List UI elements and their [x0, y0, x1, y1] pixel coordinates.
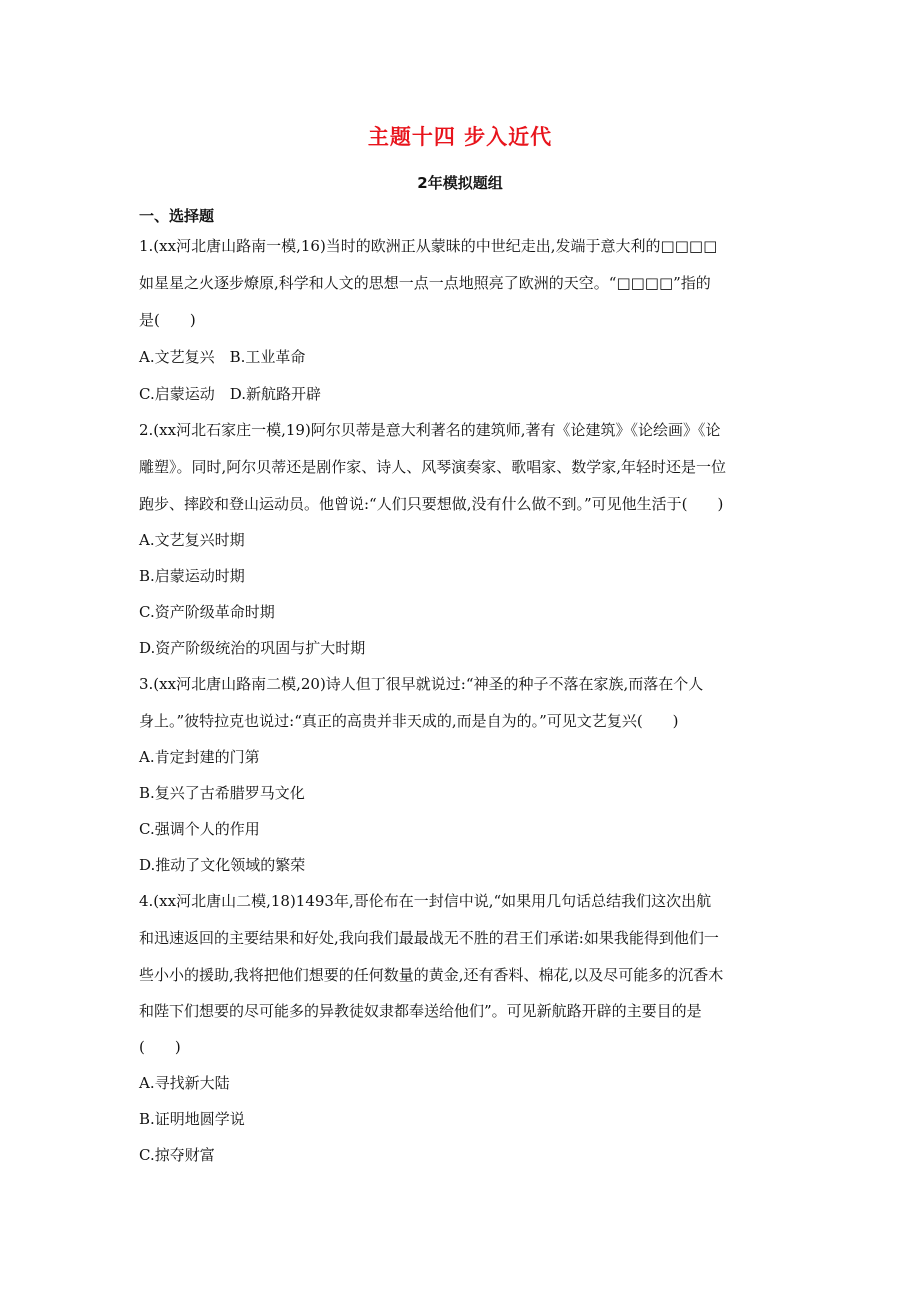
question-3-option-d: D.推动了文化领域的繁荣	[139, 856, 306, 874]
question-3-option-c: C.强调个人的作用	[139, 820, 260, 838]
question-2-line-1: 2.(xx河北石家庄一模,19)阿尔贝蒂是意大利著名的建筑师,著有《论建筑》《论绘画》《论	[139, 421, 721, 439]
question-3-line-1: 3.(xx河北唐山路南二模,20)诗人但丁很早就说过:“神圣的种子不落在家族,而落在个人	[139, 675, 704, 693]
question-1-option-row-1: A.文艺复兴 B.工业革命	[139, 348, 306, 366]
question-4-option-b: B.证明地圆学说	[139, 1110, 245, 1128]
question-4-line-3: 些小小的援助,我将把他们想要的任何数量的黄金,还有香料、棉花,以及尽可能多的沉香木	[139, 966, 724, 984]
question-1-option-row-2: C.启蒙运动 D.新航路开辟	[139, 385, 321, 403]
question-4-line-4: 和陛下们想要的尽可能多的异教徒奴隶都奉送给他们”。可见新航路开辟的主要目的是	[139, 1002, 702, 1020]
question-1-line-1: 1.(xx河北唐山路南一模,16)当时的欧洲正从蒙昧的中世纪走出,发端于意大利的□□□□	[139, 237, 718, 255]
question-4-option-a: A.寻找新大陆	[139, 1074, 230, 1092]
question-4-line-2: 和迅速返回的主要结果和好处,我向我们最最战无不胜的君王们承诺:如果我能得到他们一	[139, 929, 719, 947]
question-1-line-3: 是( )	[139, 311, 196, 329]
question-2-option-b: B.启蒙运动时期	[139, 567, 245, 585]
question-2-option-c: C.资产阶级革命时期	[139, 603, 275, 621]
page-title: 主题十四 步入近代	[367, 125, 553, 149]
question-3-line-2: 身上。”彼特拉克也说过:“真正的高贵并非天成的,而是自为的。”可见文艺复兴( )	[139, 712, 679, 730]
question-2-option-d: D.资产阶级统治的巩固与扩大时期	[139, 639, 366, 657]
question-1-line-2: 如星星之火逐步燎原,科学和人文的思想一点一点地照亮了欧洲的天空。“□□□□”指的	[139, 274, 711, 292]
question-4-option-c: C.掠夺财富	[139, 1146, 215, 1164]
question-3-option-b: B.复兴了古希腊罗马文化	[139, 784, 305, 802]
question-2-option-a: A.文艺复兴时期	[139, 531, 245, 549]
question-4-line-1: 4.(xx河北唐山二模,18)1493年,哥伦布在一封信中说,“如果用几句话总结我们这次出航	[139, 892, 712, 910]
question-2-line-2: 雕塑》。同时,阿尔贝蒂还是剧作家、诗人、风琴演奏家、歌唱家、数学家,年轻时还是一位	[139, 458, 727, 476]
question-2-line-3: 跑步、摔跤和登山运动员。他曾说:“人们只要想做,没有什么做不到。”可见他生活于( )	[139, 495, 724, 513]
section-heading: 一、选择题	[139, 207, 215, 225]
question-4-line-5: ( )	[139, 1038, 181, 1056]
question-3-option-a: A.肯定封建的门第	[139, 748, 260, 766]
page-subtitle: 2年模拟题组	[417, 174, 503, 192]
